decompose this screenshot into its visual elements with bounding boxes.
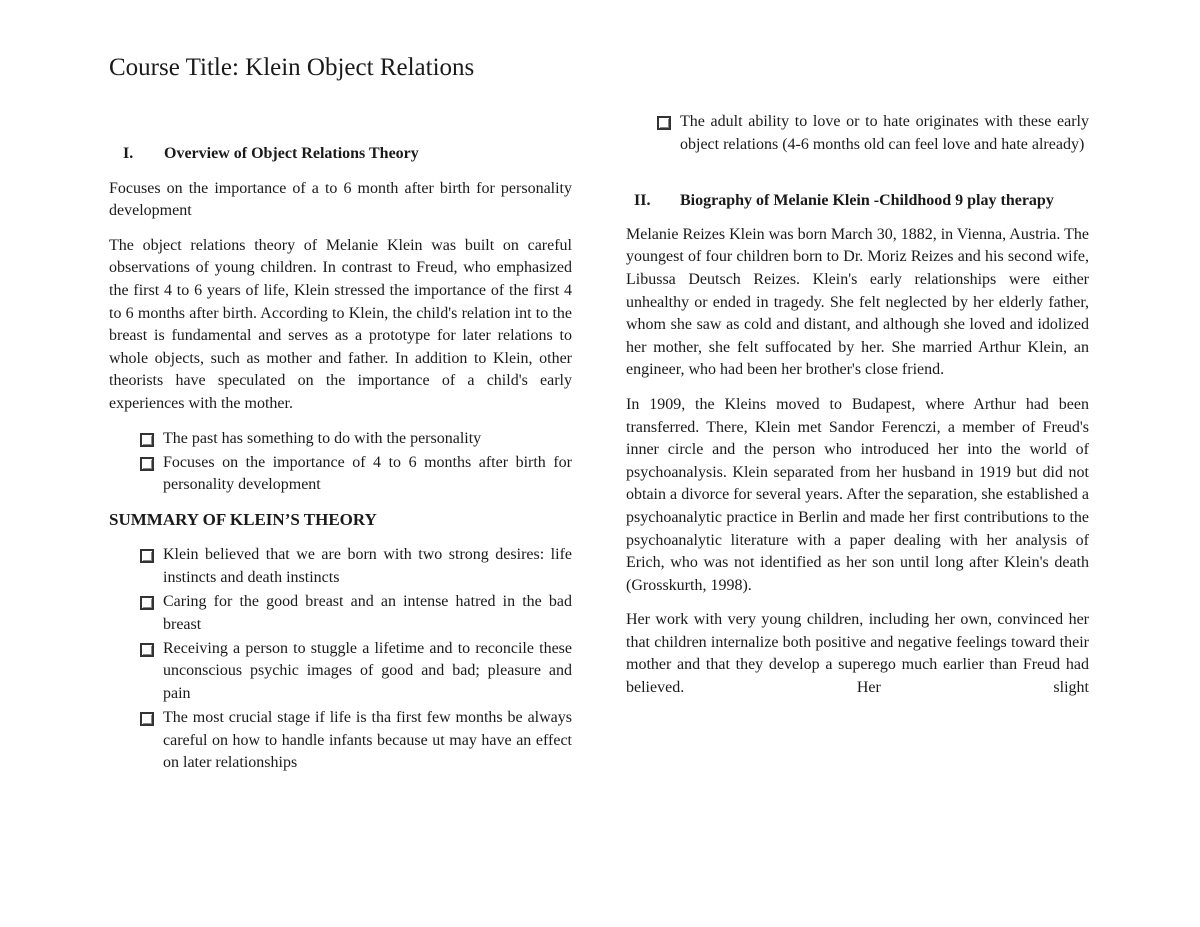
checkbox-square-icon — [657, 116, 671, 130]
list-item — [109, 707, 572, 775]
list-item-text: The adult ability to love or to hate originates with these early object relations (4-6 months old can feel love and hate already) — [680, 113, 1089, 153]
list-item-text: Receiving a person to stuggle a lifetime and to reconcile these unconscious psychic images of good and bad; pleasure and pain — [163, 639, 572, 702]
list-item — [109, 544, 572, 589]
list-item — [626, 111, 1089, 156]
summary-bullet-list — [109, 544, 572, 774]
list-item-text: Focuses on the importance of 4 to 6 months after birth for personality development — [163, 453, 572, 494]
section-1-heading — [109, 143, 572, 166]
checkbox-square-icon — [140, 433, 154, 447]
section-1-paragraph-2: The object relations theory of Melanie Klein was built on careful observations of young children. In contrast to Freud, who emphasized the first 4 to 6 years of life, Klein stressed the importance of the first 4 to 6 months after birth. According to Klein, the child's relation int to the breast is fundamental and serves as a prototype for later relations to whole objects, such as mother and father. In addition to Klein, other theorists have speculated on the importance of a child's early experiences with the mother. — [109, 236, 572, 412]
list-item — [109, 428, 572, 451]
list-item — [109, 638, 572, 706]
section-2-number: II. — [634, 192, 651, 210]
section-2-paragraph-3: Her work with very young children, including her own, convinced her that children internalize both positive and negative feelings toward their mother and that they develop a superego much earlier than Freud had believed. Her slight — [626, 611, 1089, 697]
checkbox-square-icon — [140, 596, 154, 610]
section-2-paragraph-2: In 1909, the Kleins moved to Budapest, where Arthur had been transferred. There, Klein met Sandor Ferenczi, a member of Freud's inner circle and the person who introduced her into the world of psychoanalysis. Klein separated from her husband in 1919 but did not obtain a divorce for several years. After the separation, she established a psychoanalytic practice in Berlin and made her first contributions to the psychoanalytic literature with a paper dealing with her analysis of Erich, who was not identified as her son until long after Klein's death (Grosskurth, 1998). — [626, 395, 1089, 594]
right-column — [626, 111, 1089, 712]
course-title: Course Title: Klein Object Relations — [109, 54, 475, 81]
checkbox-square-icon — [140, 549, 154, 563]
section-1-bullet-list — [109, 428, 572, 497]
summary-heading: SUMMARY OF KLEIN’S THEORY — [109, 509, 377, 529]
section-1-title: Overview of Object Relations Theory — [164, 145, 419, 162]
list-item-text: Klein believed that we are born with two strong desires: life instincts and death instincts — [163, 546, 572, 586]
section-2-title: Biography of Melanie Klein -Childhood 9 play therapy — [680, 192, 1054, 210]
list-item-text: Caring for the good breast and an intense hatred in the bad breast — [163, 593, 572, 633]
list-item-text: The past has something to do with the personality — [163, 429, 482, 447]
section-2-paragraph-1: Melanie Reizes Klein was born March 30, 1882, in Vienna, Austria. The youngest of four children born to Dr. Moriz Reizes and his second wife, Libussa Deutsch Reizes. Klein's early relationships were either unhealthy or ended in tragedy. She felt neglected by her elderly father, whom she saw as cold and distant, and although she loved and idolized her mother, she felt suffocated by her. She married Arthur Klein, an engineer, who had been her brother's close friend. — [626, 225, 1089, 379]
checkbox-square-icon — [140, 457, 154, 471]
left-column — [109, 143, 572, 787]
section-2-heading — [626, 190, 1089, 213]
list-item — [109, 591, 572, 636]
section-1-number: I. — [123, 145, 134, 162]
right-bullet-list — [626, 111, 1089, 156]
checkbox-square-icon — [140, 643, 154, 657]
section-1-paragraph-1: Focuses on the importance of a to 6 month after birth for personality development — [109, 179, 572, 220]
list-item-text: The most crucial stage if life is tha first few months be always careful on how to handle infants because ut may have an effect on later relationships — [163, 709, 572, 772]
list-item — [109, 452, 572, 497]
checkbox-square-icon — [140, 712, 154, 726]
